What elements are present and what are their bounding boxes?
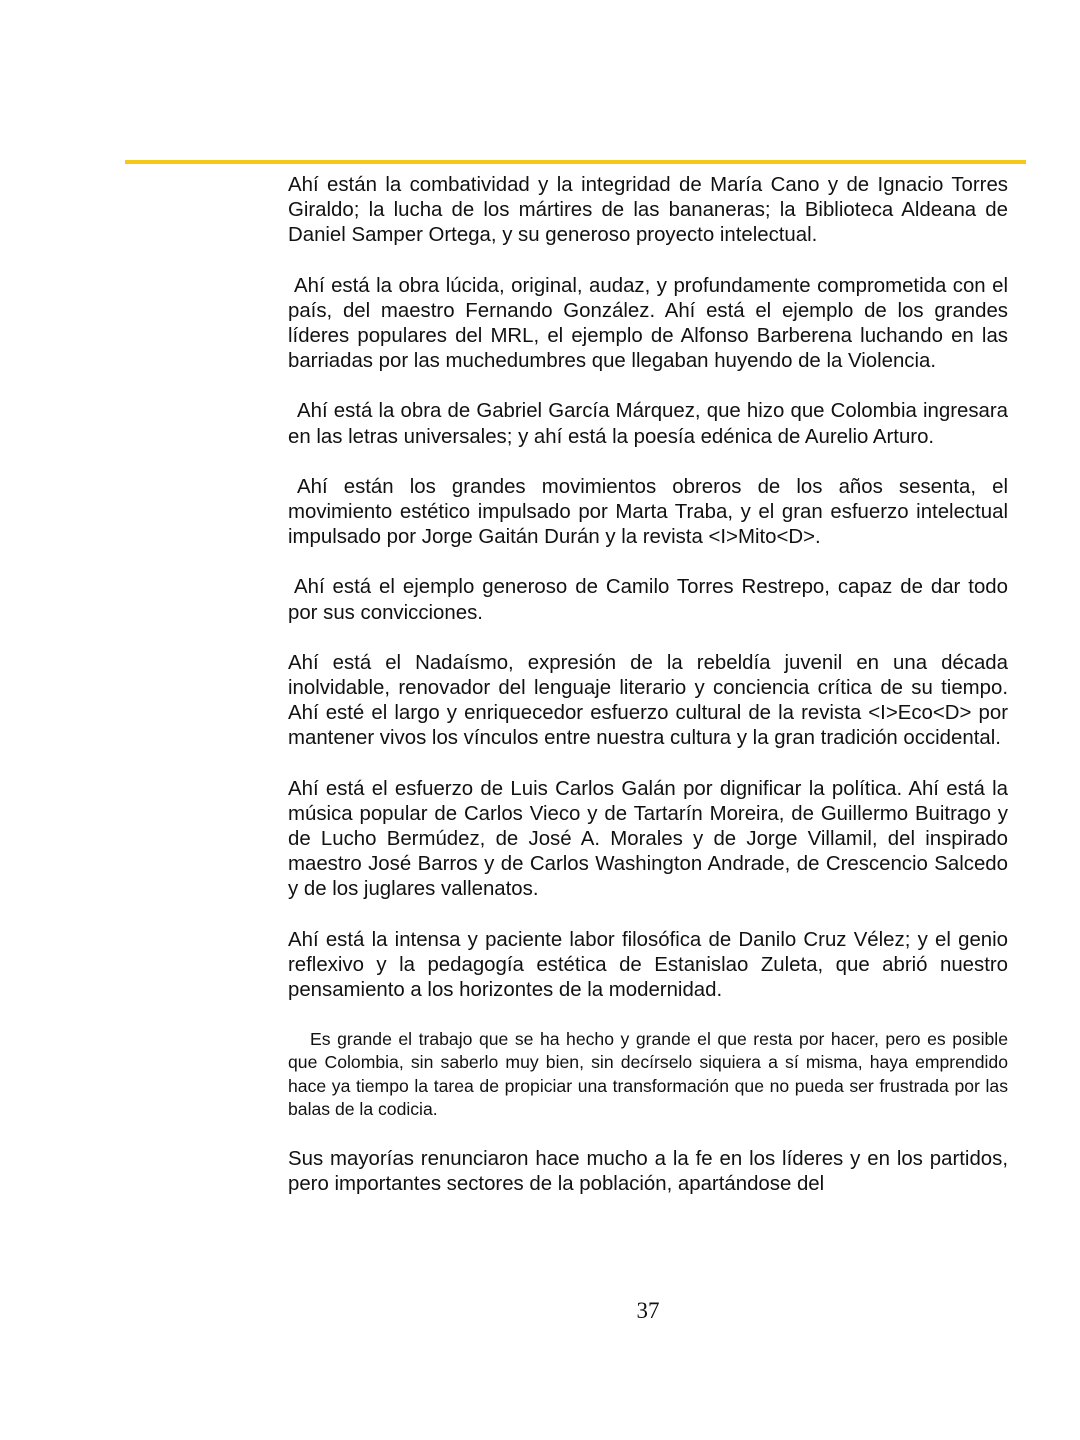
paragraph: Ahí está la obra de Gabriel García Márquez, que hizo que Colombia ingresara en las letras universales; y ahí está la poesía edénica de Aurelio Arturo. (288, 400, 1008, 448)
paragraph: Ahí está la intensa y paciente labor filosófica de Danilo Cruz Vélez; y el genio reflexivo y la pedagogía estética de Estanislao Zuleta, que abrió nuestro pensamiento a los horizontes de la modernidad. (288, 928, 1008, 1002)
paragraph: Ahí está la obra lúcida, original, audaz, y profundamente comprometida con el país, del maestro Fernando González. Ahí está el ejemplo de los grandes líderes populares del MRL, el ejemplo de Alfonso Barberena luchando en las barriadas por las muchedumbres que llegaban huyendo de la Violencia. (288, 274, 1008, 373)
paragraph: Ahí están la combatividad y la integridad de María Cano y de Ignacio Torres Giraldo; la lucha de los mártires de las bananeras; la Biblioteca Aldeana de Daniel Samper Ortega, y su generoso proyecto intelectual. (288, 174, 1008, 247)
page-number: 37 (636, 1298, 660, 1323)
paragraph: Es grande el trabajo que se ha hecho y grande el que resta por hacer, pero es posible que Colombia, sin saberlo muy bien, sin decírselo siquiera a sí misma, haya emprendido hace ya tiempo la tarea de propiciar una transformación que no pueda ser frustrada por las balas de la codicia. (288, 1029, 1008, 1119)
paragraph: Ahí está el esfuerzo de Luis Carlos Galán por dignificar la política. Ahí está la música popular de Carlos Vieco y de Tartarín Moreira, de Guillermo Buitrago y de Lucho Bermúdez, de José A. Morales y de Jorge Villamil, del inspirado maestro José Barros y de Carlos Washington Andrade, de Crescencio Salcedo y de los juglares vallenatos. (288, 777, 1008, 901)
header-rule (125, 160, 1026, 164)
body-text (288, 173, 1008, 1223)
paragraph: Ahí están los grandes movimientos obreros de los años sesenta, el movimiento estético impulsado por Marta Traba, y el gran esfuerzo intelectual impulsado por Jorge Gaitán Durán y la revista <I>Mito<D>. (288, 475, 1008, 549)
paragraph: Ahí está el Nadaísmo, expresión de la rebeldía juvenil en una década inolvidable, renovador del lenguaje literario y conciencia crítica de su tiempo. Ahí esté el largo y enriquecedor esfuerzo cultural de la revista <I>Eco<D> por mantener vivos los vínculos entre nuestra cultura y la gran tradición occidental. (288, 651, 1008, 750)
paragraph: Ahí está el ejemplo generoso de Camilo Torres Restrepo, capaz de dar todo por sus convicciones. (288, 576, 1008, 624)
paragraph: Sus mayorías renunciaron hace mucho a la fe en los líderes y en los partidos, pero importantes sectores de la población, apartándose del (288, 1148, 1008, 1196)
